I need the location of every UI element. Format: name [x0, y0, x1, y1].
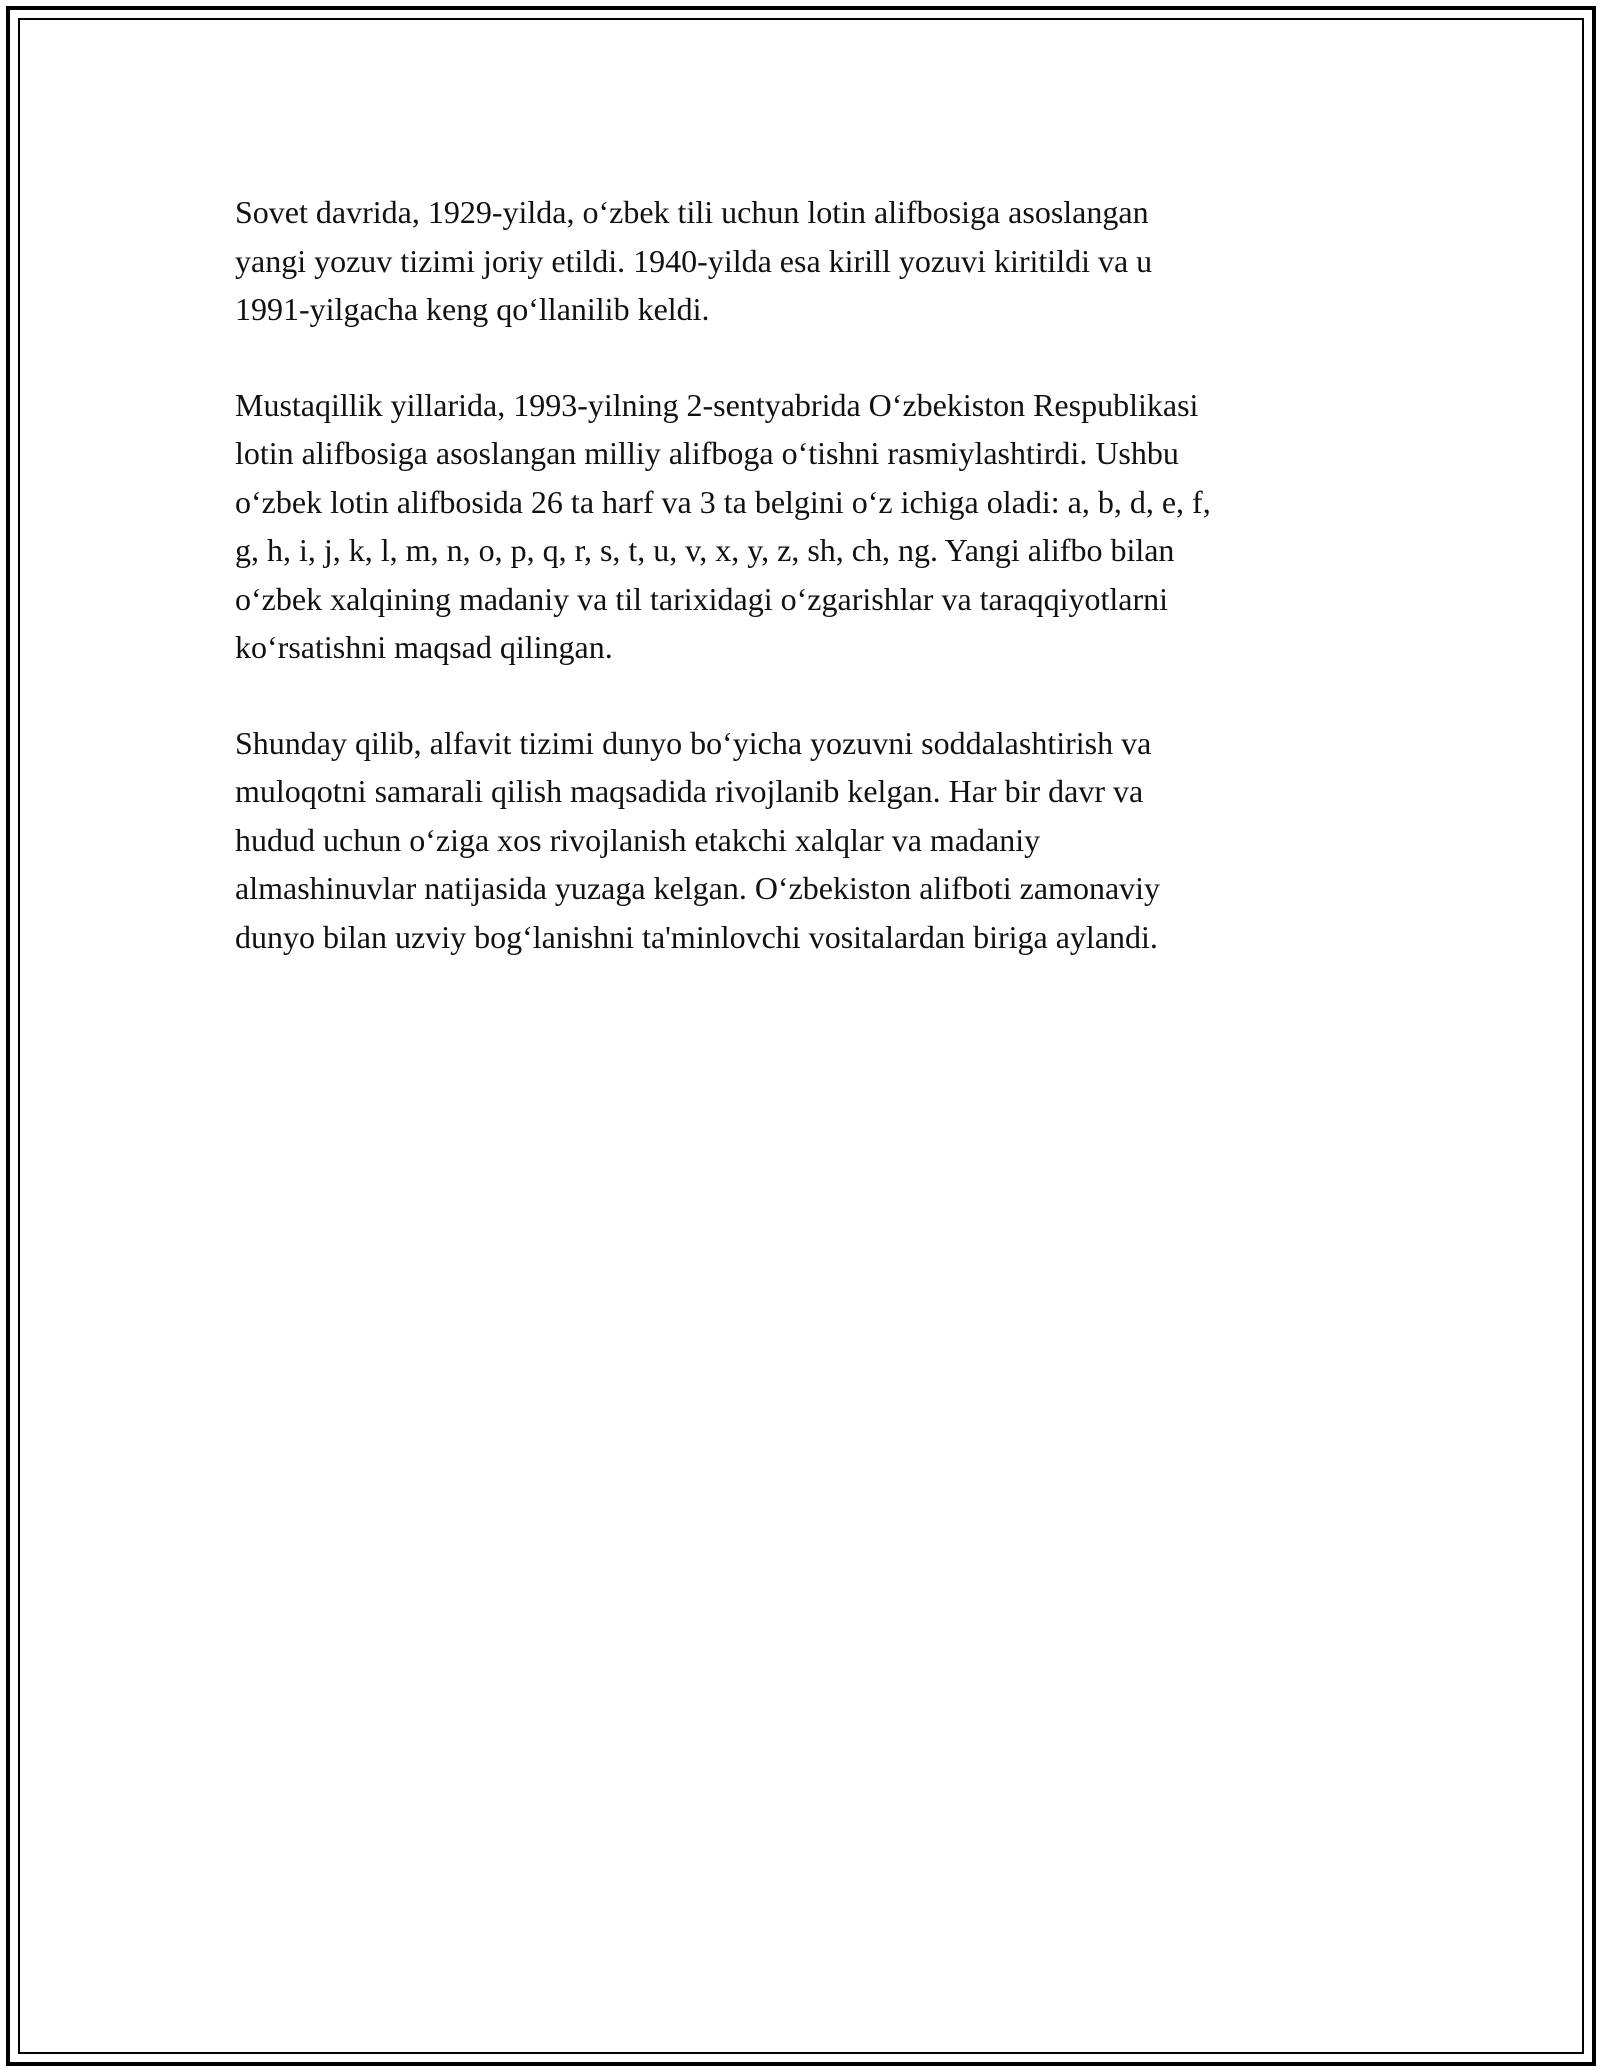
paragraph-1 [235, 188, 1365, 334]
text-line: Sovet davrida, 1929-yilda, o‘zbek tili uchun lotin alifbosiga asoslangan [235, 194, 1149, 230]
text-line: o‘zbek lotin alifbosida 26 ta harf va 3 ta belgini o‘z ichiga oladi: a, b, d, e, f, [235, 483, 1211, 520]
text-line: yangi yozuv tizimi joriy etildi. 1940-yilda esa kirill yozuvi kiritildi va u [235, 242, 1153, 279]
paragraph-2 [235, 381, 1365, 672]
text-line: o‘zbek xalqining madaniy va til tarixidagi o‘zgarishlar va taraqqiyotlarni [235, 580, 1169, 617]
text-line: ko‘rsatishni maqsad qilingan. [235, 629, 613, 665]
paragraph-3 [235, 719, 1365, 962]
text-line: muloqotni samarali qilish maqsadida rivojlanib kelgan. Har bir davr va [235, 773, 1144, 809]
text-line: Shunday qilib, alfavit tizimi dunyo bo‘yicha yozuvni soddalashtirish va [235, 724, 1152, 761]
text-line: lotin alifbosiga asoslangan milliy alifboga o‘tishni rasmiylashtirdi. Ushbu [235, 435, 1179, 471]
text-line: Mustaqillik yillarida, 1993-yilning 2-sentyabrida O‘zbekiston Respublikasi [235, 386, 1199, 423]
text-line: g, h, i, j, k, l, m, n, o, p, q, r, s, t, u, v, x, y, z, sh, ch, ng. Yangi alifbo bilan [235, 532, 1175, 568]
document-body [235, 188, 1365, 1008]
text-line: hudud uchun o‘ziga xos rivojlanish etakchi xalqlar va madaniy [235, 821, 1041, 858]
text-line: 1991-yilgacha keng qo‘llanilib keldi. [235, 291, 710, 327]
text-line: dunyo bilan uzviy bog‘lanishni ta'minlovchi vositalardan biriga aylandi. [235, 918, 1158, 955]
text-line: almashinuvlar natijasida yuzaga kelgan. O‘zbekiston alifboti zamonaviy [235, 870, 1161, 906]
